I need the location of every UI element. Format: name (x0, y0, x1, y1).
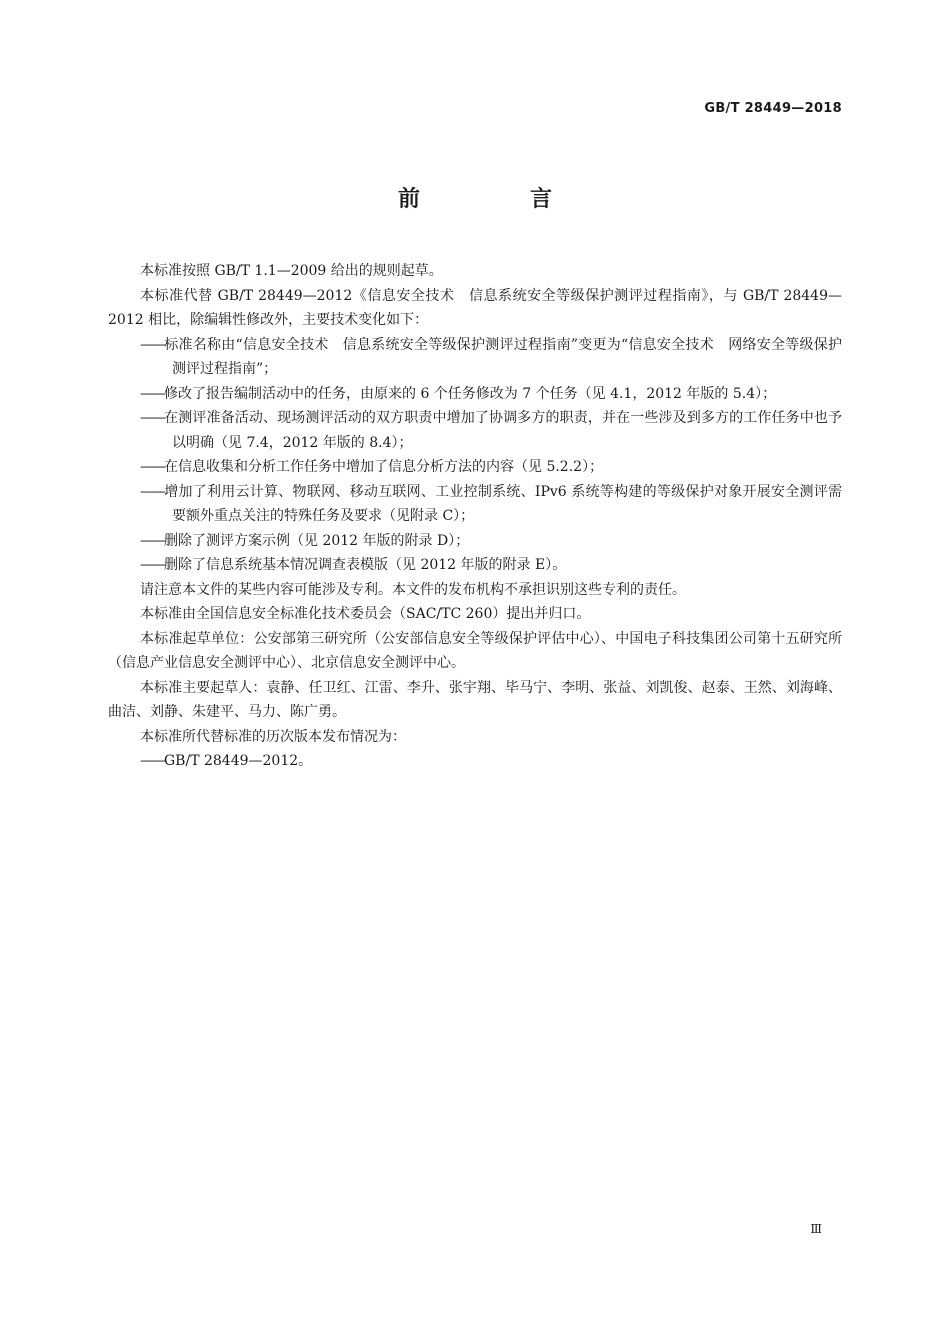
change-item (108, 382, 842, 407)
dash-mark: —— (140, 459, 164, 475)
paragraph-patent-notice: 请注意本文件的某些内容可能涉及专利。本文件的发布机构不承担识别这些专利的责任。 (140, 581, 686, 598)
paragraph-drafting-rules: 本标准按照 GB/T 1.1—2009 给出的规则起草。 (140, 263, 443, 279)
change-item (108, 529, 842, 554)
page-title: 前 言 (397, 187, 596, 212)
dash-mark: —— (140, 483, 164, 500)
change-item (108, 406, 842, 455)
paragraph-replacement: 本标准代替 GB/T 28449—2012《信息安全技术 信息系统安全等级保护测评过程指南》，与 GB/T 28449—2012 相比，除编辑性修改外，主要技术变化如下： (108, 287, 842, 328)
change-text: 修改了报告编制活动中的任务，由原来的 6 个任务修改为 7 个任务（见 4.1，2012 年版的 5.4）； (164, 385, 777, 402)
change-text: 删除了信息系统基本情况调查表模版（见 2012 年版的附录 E）。 (164, 557, 567, 573)
page-number: Ⅲ (810, 1222, 822, 1236)
change-text: 标准名称由“信息安全技术 信息系统安全等级保护测评过程指南”变更为“信息安全技术 网络安全等级保护测评过程指南”； (164, 336, 842, 377)
paragraph-proposer: 本标准由全国信息安全标准化技术委员会（SAC/TC 260）提出并归口。 (140, 606, 591, 622)
history-item (108, 749, 842, 774)
dash-mark: —— (140, 532, 164, 549)
dash-mark: —— (140, 753, 164, 769)
paragraph-history-intro: 本标准所代替标准的历次版本发布情况为： (140, 728, 406, 745)
dash-mark: —— (140, 385, 164, 402)
change-item (108, 553, 842, 578)
standard-number: GB/T 28449—2018 (704, 101, 842, 116)
dash-mark: —— (140, 410, 164, 426)
document-body (108, 259, 842, 774)
change-text: 增加了利用云计算、物联网、移动互联网、工业控制系统、IPv6 系统等构建的等级保护对象开展安全测评需要额外重点关注的特殊任务及要求（见附录 C）； (164, 483, 842, 524)
change-text: 在信息收集和分析工作任务中增加了信息分析方法的内容（见 5.2.2）； (164, 459, 604, 475)
change-item (108, 455, 842, 480)
paragraph-drafters: 本标准主要起草人：袁静、任卫红、江雷、李升、张宇翔、毕马宁、李明、张益、刘凯俊、赵泰、王然、刘海峰、曲洁、刘静、朱建平、马力、陈广勇。 (108, 679, 842, 720)
change-text: 删除了测评方案示例（见 2012 年版的附录 D）； (164, 532, 470, 549)
history-text: GB/T 28449—2012。 (164, 753, 313, 769)
dash-mark: —— (140, 336, 164, 353)
change-text: 在测评准备活动、现场测评活动的双方职责中增加了协调多方的职责，并在一些涉及到多方的工作任务中也予以明确（见 7.4，2012 年版的 8.4）； (164, 410, 842, 451)
change-item (108, 480, 842, 529)
change-item (108, 333, 842, 382)
paragraph-drafting-units: 本标准起草单位：公安部第三研究所（公安部信息安全等级保护评估中心）、中国电子科技集团公司第十五研究所（信息产业信息安全测评中心）、北京信息安全测评中心。 (108, 630, 842, 671)
dash-mark: —— (140, 557, 164, 573)
